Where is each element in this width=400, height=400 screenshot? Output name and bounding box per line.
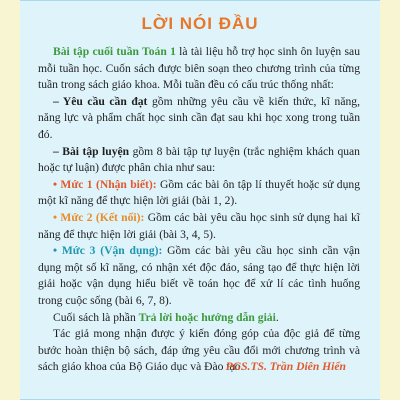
level-2-label: • Mức 2 (Kết nối): (53, 210, 145, 224)
page-title: LỜI NÓI ĐẦU (141, 14, 259, 33)
level-1-label: • Mức 1 (Nhận biết): (53, 177, 157, 191)
level-1-text: Gồm các bài ôn tập lí thuyết hoặc sử dụng một kĩ năng để thực hiện lời giải (bài 1, 2). (38, 177, 360, 208)
author-signature: PGS.TS. Trần Diên Hiển (225, 360, 346, 373)
level-2-text: Gồm các bài yêu cầu học sinh sử dụng hai kĩ năng để thực hiện lời giải (bài 3, 4, 5). (38, 210, 360, 241)
level-2-paragraph (38, 210, 360, 243)
requirements-label: – Yêu cầu cần đạt (53, 94, 148, 108)
left-margin-strip (0, 0, 20, 400)
level-3-paragraph (38, 243, 360, 309)
requirements-paragraph (38, 94, 360, 144)
book-name: Bài tập cuối tuần Toán 1 (53, 45, 176, 58)
answers-label: Trả lời hoặc hướng dẫn giải (138, 310, 276, 324)
closing-paragraph: Tác giả mong nhận được ý kiến đóng góp của độc giả để từng bước hoàn thiện bộ sách, đáp ứng yêu cầu đổi mới chương trình và sách giáo khoa của Bộ Giáo dục và Đào tạo. (38, 327, 360, 374)
answers-suffix: . (275, 310, 279, 324)
exercises-label: – Bài tập luyện (53, 144, 130, 158)
exercises-text: gồm 8 bài tập tự luyện (trắc nghiệm khách quan hoặc tự luận) được phân chia như sau: (38, 144, 360, 175)
answers-prefix: Cuối sách là phần (53, 310, 139, 324)
requirements-text: gồm những yêu cầu về kiến thức, kĩ năng, năng lực và phẩm chất học sinh cần đạt sau khi học xong trong tuần đó. (38, 94, 360, 141)
preface-body (38, 44, 360, 376)
level-3-label: • Mức 3 (Vận dụng): (53, 244, 163, 258)
level-3-text: Gồm các bài yêu cầu học sinh cần vận dụng một số kĩ năng, có nhận xét độc đáo, sáng tạo để thực hiện lời giải hoặc vận dụng hiểu biết về toán học để xử lí các tình huống trong cuộc sống (bài 6, 7, 8). (38, 244, 360, 307)
intro-text: là tài liệu hỗ trợ học sinh ôn luyện sau mỗi tuần học. Cuốn sách được biên soạn theo chương trình của từng tuần trong sách giáo khoa. Mỗi tuần đều có cấu trúc thống nhất: (38, 45, 360, 92)
answers-paragraph (38, 310, 360, 327)
intro-paragraph (38, 44, 360, 94)
right-margin-strip (380, 0, 400, 400)
exercises-paragraph (38, 144, 360, 177)
level-1-paragraph (38, 177, 360, 210)
